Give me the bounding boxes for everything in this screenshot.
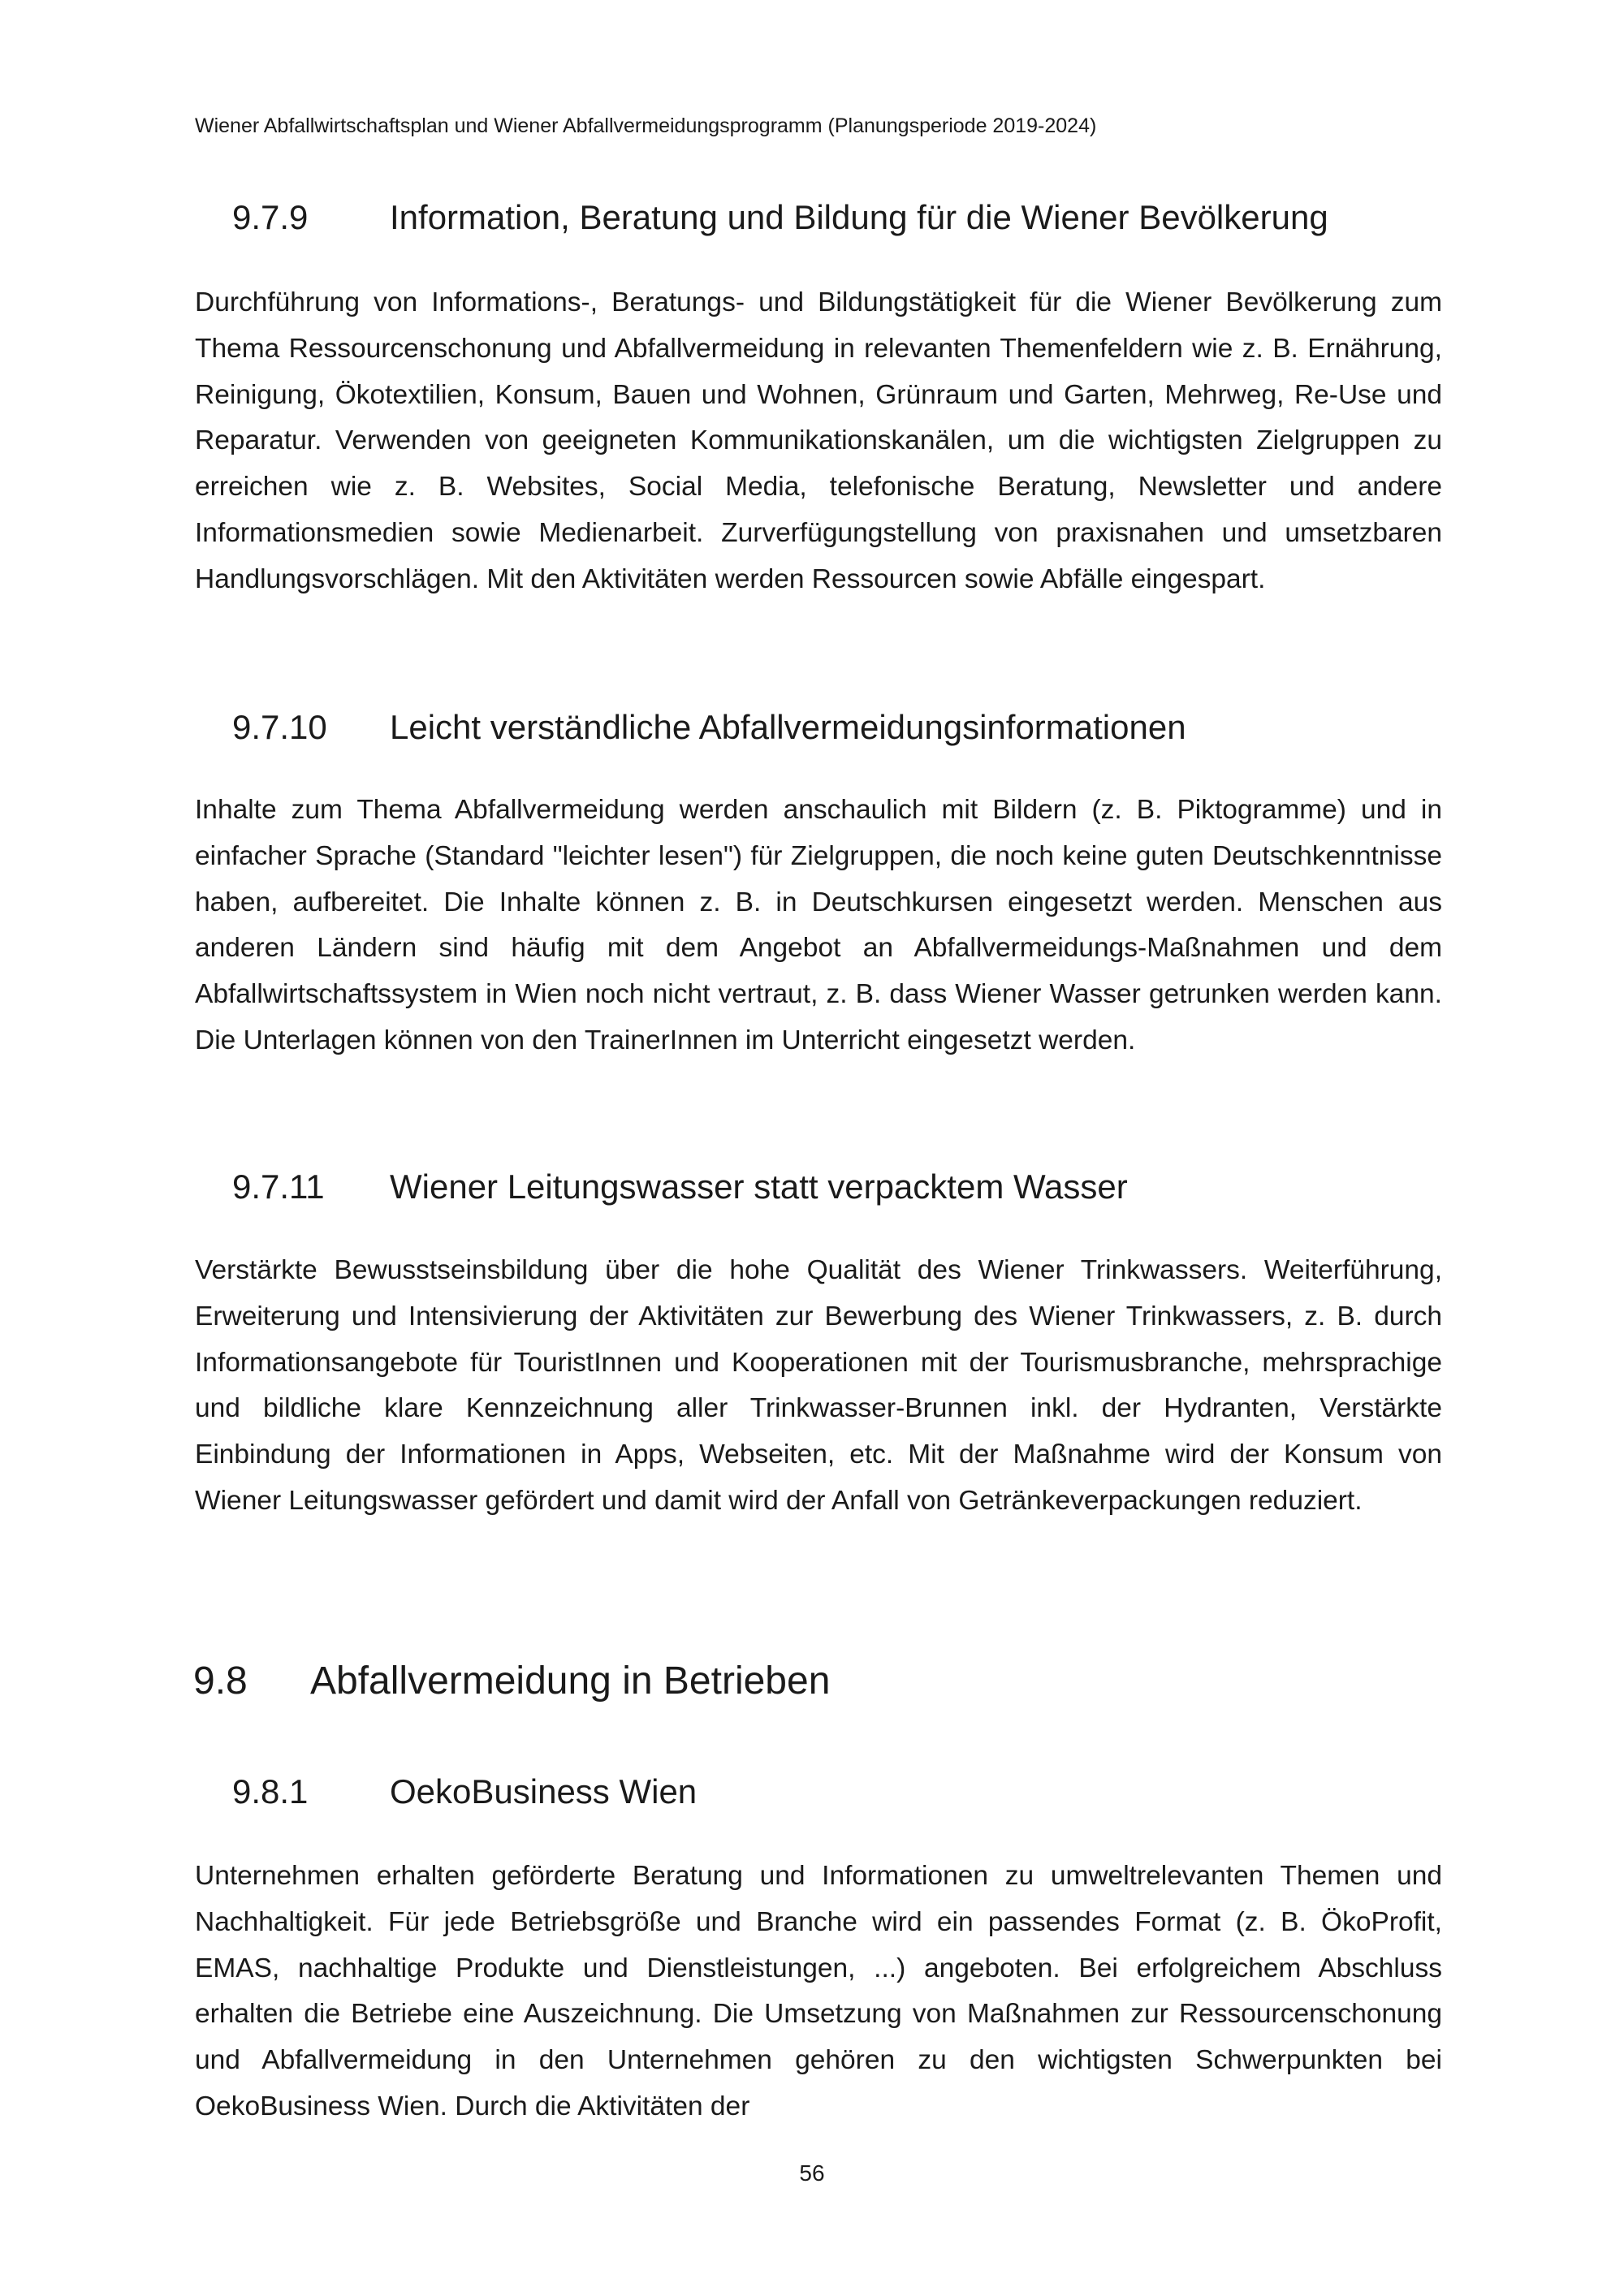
section-title: Information, Beratung und Bildung für die Wiener Bevölkerung (390, 198, 1328, 236)
page-number: 56 (799, 2160, 825, 2186)
section-heading-9-7-11 (232, 1166, 1128, 1208)
section-title: Leicht verständliche Abfallvermeidungsinformationen (390, 708, 1186, 746)
chapter-heading-9-8 (193, 1658, 830, 1705)
section-heading-9-8-1 (232, 1771, 697, 1813)
section-number: 9.7.10 (232, 708, 327, 746)
section-number: 9.8.1 (232, 1772, 309, 1810)
chapter-number: 9.8 (193, 1659, 248, 1703)
section-heading-9-7-10 (232, 706, 1186, 749)
section-number: 9.7.9 (232, 198, 309, 236)
section-title: OekoBusiness Wien (390, 1772, 698, 1810)
section-number: 9.7.11 (232, 1167, 325, 1206)
chapter-title: Abfallvermeidung in Betrieben (310, 1659, 831, 1703)
section-body-9-7-11: Verstärkte Bewusstseinsbildung über die hohe Qualität des Wiener Trinkwassers. Weiterführung, Erweiterung und Intensivierung der Aktivitäten zur Bewerbung des Wiener Trinkwassers, z. B. durch Informationsangebote für TouristInnen und Kooperationen mit der Tourismusbranche, mehrsprachige und bildliche klare Kennzeichnung aller Trinkwasser-Brunnen inkl. der Hydranten, Verstärkte Einbindung der Informationen in Apps, Webseiten, etc. Mit der Maßnahme wird der Konsum von Wiener Leitungswasser gefördert und damit wird der Anfall von Getränkeverpackungen reduziert. (195, 1255, 1442, 1516)
section-body-9-7-9: Durchführung von Informations-, Beratungs- und Bildungstätigkeit für die Wiener Bevölkerung zum Thema Ressourcenschonung und Abfallvermeidung in relevanten Themenfeldern wie z. B. Ernährung, Reinigung, Ökotextilien, Konsum, Bauen und Wohnen, Grünraum und Garten, Mehrweg, Re-Use und Reparatur. Verwenden von geeigneten Kommunikationskanälen, um die wichtigsten Zielgruppen zu erreichen wie z. B. Websites, Social Media, telefonische Beratung, Newsletter und andere Informationsmedien sowie Medienarbeit. Zurverfügungstellung von praxisnahen und umsetzbaren Handlungsvorschlägen. Mit den Aktivitäten werden Ressourcen sowie Abfälle eingespart. (195, 287, 1442, 594)
running-header: Wiener Abfallwirtschaftsplan und Wiener Abfallvermeidungsprogramm (Planungsperiode 2019-2024) (195, 114, 1097, 137)
section-body-9-8-1: Unternehmen erhalten geförderte Beratung und Informationen zu umweltrelevanten Themen und Nachhaltigkeit. Für jede Betriebsgröße und Branche wird ein passendes Format (z. B. ÖkoProfit, EMAS, nachhaltige Produkte und Dienstleistungen, ...) angeboten. Bei erfolgreichem Abschluss erhalten die Betriebe eine Auszeichnung. Die Umsetzung von Maßnahmen zur Ressourcenschonung und Abfallvermeidung in den Unternehmen gehören zu den wichtigsten Schwerpunkten bei OekoBusiness Wien. Durch die Aktivitäten der (195, 1861, 1442, 2121)
section-heading-9-7-9 (232, 196, 1328, 239)
section-body-9-7-10: Inhalte zum Thema Abfallvermeidung werden anschaulich mit Bildern (z. B. Piktogramme) und in einfacher Sprache (Standard "leichter lesen") für Zielgruppen, die noch keine guten Deutschkenntnisse haben, aufbereitet. Die Inhalte können z. B. in Deutschkursen eingesetzt werden. Menschen aus anderen Ländern sind häufig mit dem Angebot an Abfallvermeidungs-Maßnahmen und dem Abfallwirtschaftssystem in Wien noch nicht vertraut, z. B. dass Wiener Wasser getrunken werden kann. Die Unterlagen können von den TrainerInnen im Unterricht eingesetzt werden. (195, 795, 1442, 1055)
section-title: Wiener Leitungswasser statt verpacktem Wasser (390, 1167, 1128, 1206)
